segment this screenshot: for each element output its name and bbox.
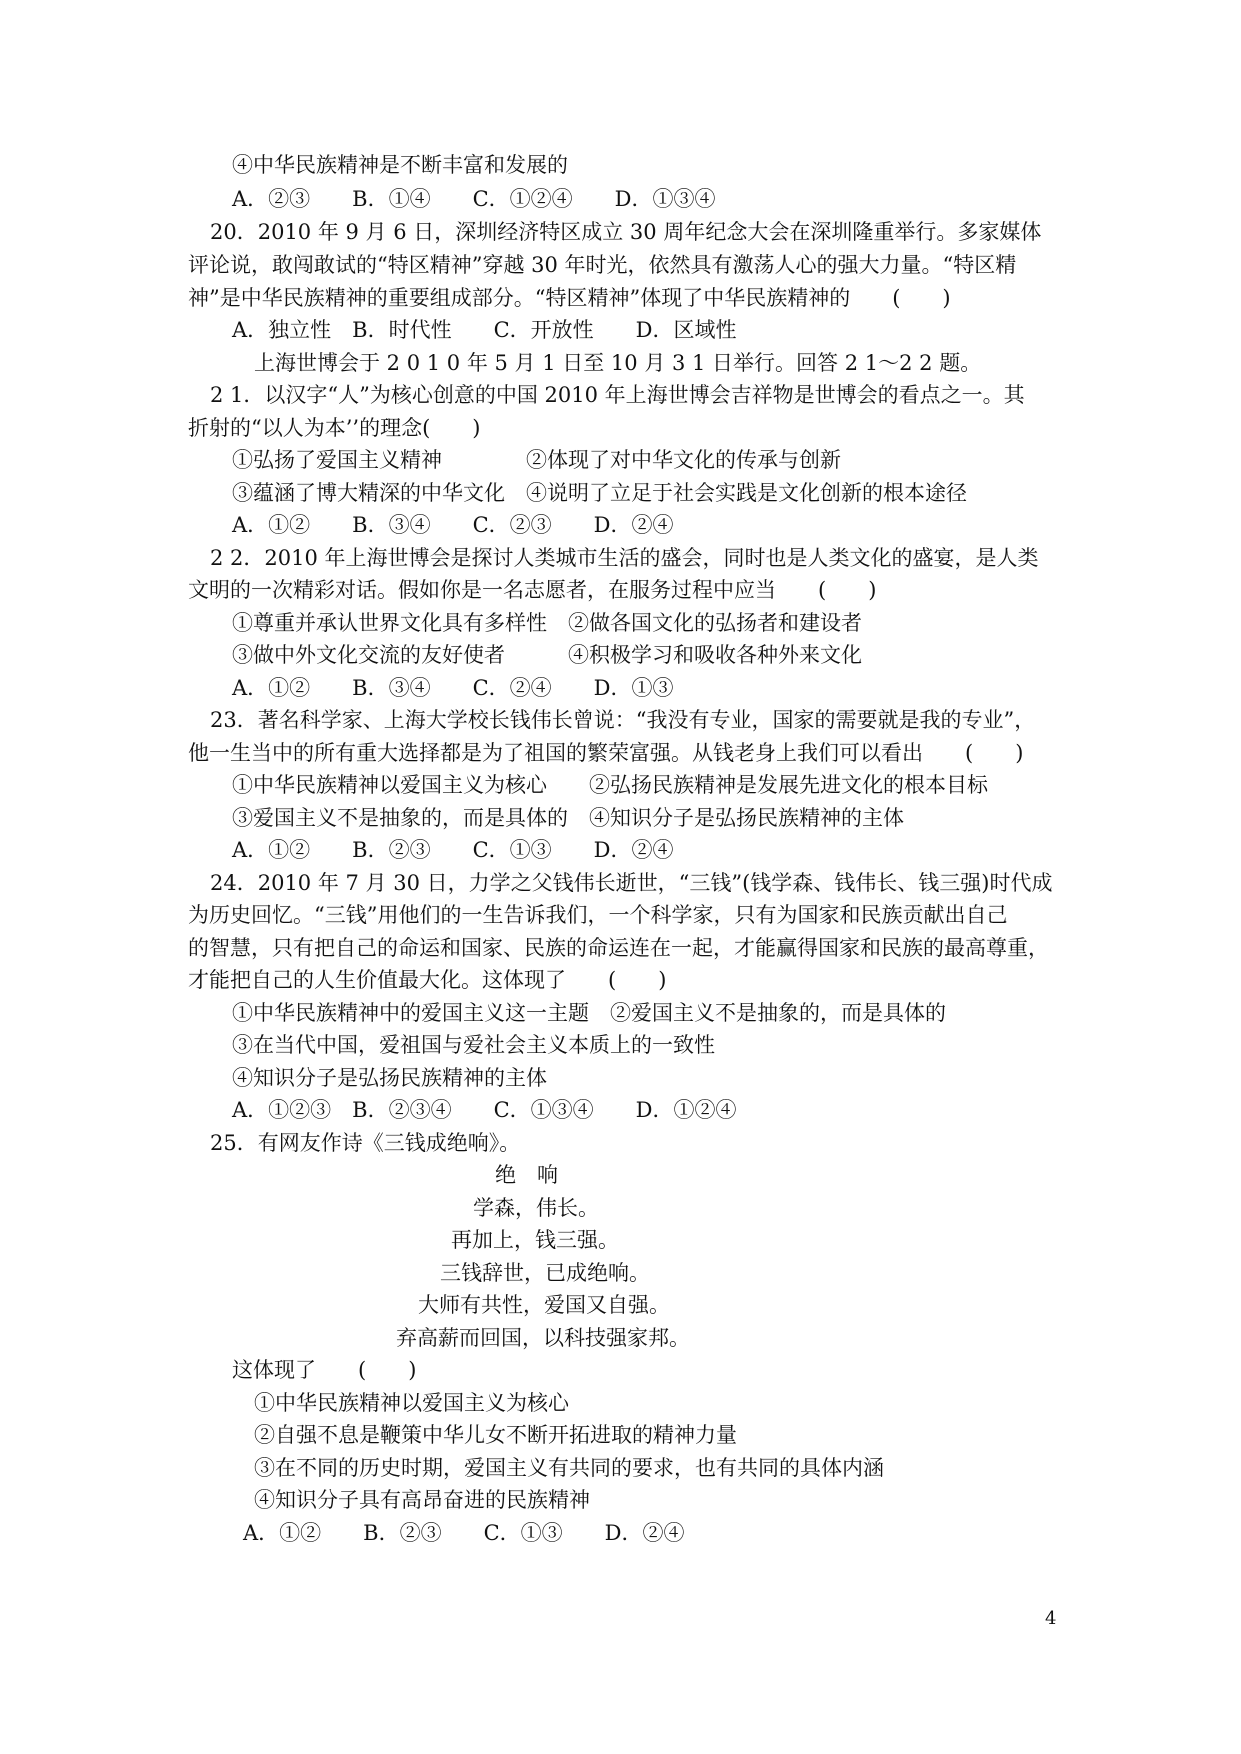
poem-title: 绝 响 [495,1163,558,1187]
answer-options: A．①② B．③④ C．②③ D．②④ [232,513,674,537]
text-line: ③爱国主义不是抽象的，而是具体的 ④知识分子是弘扬民族精神的主体 [232,806,904,830]
text-line: ①尊重并承认世界文化具有多样性 ②做各国文化的弘扬者和建设者 [232,611,862,635]
answer-options: A．独立性 B．时代性 C．开放性 D．区域性 [232,318,737,342]
answer-options: A．①② B．②③ C．①③ D．②④ [243,1521,685,1545]
answer-options: A．①② B．②③ C．①③ D．②④ [232,838,674,862]
question-23: 23．著名科学家、上海大学校长钱伟长曾说：“我没有专业，国家的需要就是我的专业”， [210,708,1036,732]
text-line: ②自强不息是鞭策中华儿女不断开拓进取的精神力量 [254,1423,737,1447]
answer-options: A．②③ B．①④ C．①②④ D．①③④ [232,187,716,211]
question-22: 2 2．2010 年上海世博会是探讨人类城市生活的盛会，同时也是人类文化的盛宴，是人类 [210,546,1039,570]
question-20: 20．2010 年 9 月 6 日，深圳经济特区成立 30 周年纪念大会在深圳隆重举行。多家媒体 [210,220,1042,244]
text-line: 文明的一次精彩对话。假如你是一名志愿者，在服务过程中应当 ( ) [188,578,877,602]
text-line: ①中华民族精神中的爱国主义这一主题 ②爱国主义不是抽象的，而是具体的 [232,1001,946,1025]
answer-options: A．①② B．③④ C．②④ D．①③ [232,676,674,700]
text-line: 的智慧，只有把自己的命运和国家、民族的命运连在一起，才能赢得国家和民族的最高尊重， [188,936,1049,960]
text-line: ①中华民族精神以爱国主义为核心 ②弘扬民族精神是发展先进文化的根本目标 [232,773,988,797]
text-line: ④中华民族精神是不断丰富和发展的 [232,153,568,177]
answer-options: A．①②③ B．②③④ C．①③④ D．①②④ [232,1098,737,1122]
poem-line: 学森，伟长。 [473,1196,599,1220]
text-line: ③在当代中国，爱祖国与爱社会主义本质上的一致性 [232,1033,715,1057]
text-line: 评论说，敢闯敢试的“特区精神”穿越 30 年时光，依然具有激荡人心的强大力量。“特区精 [188,253,1017,277]
text-line: ①弘扬了爱国主义精神 ②体现了对中华文化的传承与创新 [232,448,841,472]
text-line: 为历史回忆。“三钱”用他们的一生告诉我们，一个科学家，只有为国家和民族贡献出自己 [188,903,1008,927]
page-number: 4 [1045,1608,1057,1629]
poem-line: 再加上，钱三强。 [451,1228,619,1252]
text-line: ④知识分子具有高昂奋进的民族精神 [254,1488,590,1512]
poem-line: 弃高薪而回国，以科技强家邦。 [396,1326,690,1350]
text-line: 才能把自己的人生价值最大化。这体现了 ( ) [188,968,667,992]
text-line: ③蕴涵了博大精深的中华文化 ④说明了立足于社会实践是文化创新的根本途径 [232,481,967,505]
text-line: 他一生当中的所有重大选择都是为了祖国的繁荣富强。从钱老身上我们可以看出 ( ) [188,741,1024,765]
question-25: 25．有网友作诗《三钱成绝响》。 [210,1131,521,1155]
text-line: ④知识分子是弘扬民族精神的主体 [232,1066,547,1090]
question-21: 2 1．以汉字“人”为核心创意的中国 2010 年上海世博会吉祥物是世博会的看点之一。其 [210,383,1025,407]
text-line: ③做中外文化交流的友好使者 ④积极学习和吸收各种外来文化 [232,643,862,667]
poem-line: 大师有共性，爱国又自强。 [418,1293,670,1317]
text-line: 神”是中华民族精神的重要组成部分。“特区精神”体现了中华民族精神的 ( ) [188,286,951,310]
text-line: 折射的“以人为本’’的理念( ) [188,416,481,440]
text-line: ③在不同的历史时期，爱国主义有共同的要求，也有共同的具体内涵 [254,1456,884,1480]
text-line: ①中华民族精神以爱国主义为核心 [254,1391,569,1415]
text-line: 这体现了 ( ) [232,1358,417,1382]
question-24: 24．2010 年 7 月 30 日，力学之父钱伟长逝世，“三钱”(钱学森、钱伟长、钱三强)时代成 [210,871,1053,895]
text-line: 上海世博会于 2 0 1 0 年 5 月 1 日至 10 月 3 1 日举行。回答 2 1～2 2 题。 [254,351,982,375]
poem-line: 三钱辞世，已成绝响。 [440,1261,650,1285]
